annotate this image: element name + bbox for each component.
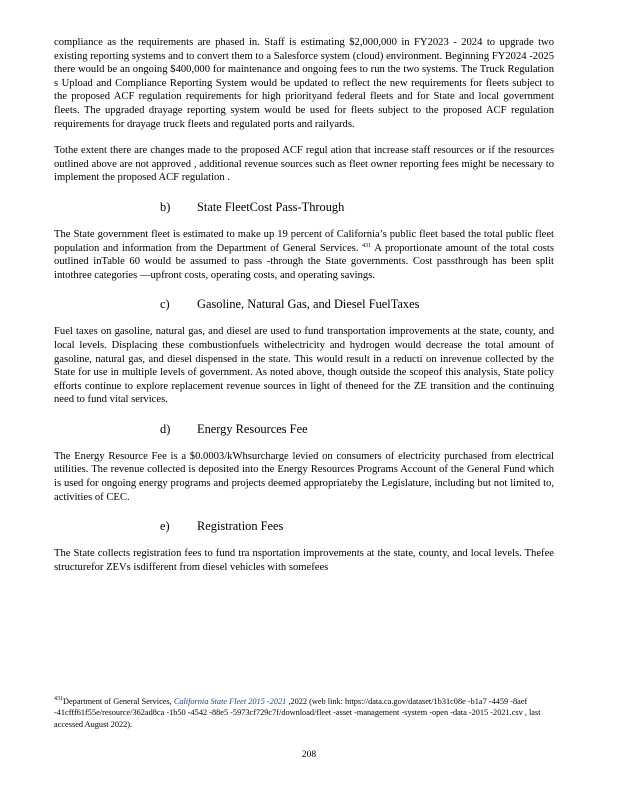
section-heading-state-fleet <box>160 199 554 215</box>
paragraph-energy-fee: The Energy Resource Fee is a $0.0003/kWhsurcharge levied on consumers of electricity purchased from electrical utilities. The revenue collected is deposited into the Energy Resources Programs Account of the General Fund which is used for ongoing energy programs and projects deemed appropriateby the Legislature, including but not limited to, activities of CEC. <box>54 450 554 503</box>
section-title: State FleetCost Pass-Through <box>197 199 345 214</box>
paragraph-text: A proportionate amount of the total costs outlined inTable 60 would be assumed to pass -through the State governments. Cost passthrough has been split intothree categories —upfront costs, operating costs, and operating savings. <box>54 242 554 281</box>
footnote-title: California State Fleet 2015 -2021 <box>173 697 287 706</box>
paragraph-state-fleet <box>54 228 554 282</box>
paragraph-text: The State government fleet is estimated to make up 19 percent of California’s public fleet based the total public fleet population and information from the Department of General Services. <box>54 228 554 254</box>
section-title: Energy Resources Fee <box>197 421 308 436</box>
page-body <box>54 36 554 574</box>
section-label: b) <box>160 199 171 214</box>
section-heading-fuel-taxes <box>160 296 554 312</box>
paragraph-additional-revenue: Tothe extent there are changes made to the proposed ACF regul ation that increase staff resources or if the resources outlined above are not approved , additional revenue sources such as fleet owner reporting fees might be necessary to implement the proposed ACF regulation . <box>54 145 554 184</box>
paragraph-fuel-taxes: Fuel taxes on gasoline, natural gas, and diesel are used to fund transportation improvements at the state, county, and local levels. Displacing these combustionfuels withelectricity and hydrogen would decrease the total amount of gasoline, natural gas, and diesel dispensed in the state. This would result in a reducti on inrevenue collected by the State for use in multiple levels of government. As noted above, though outside the scopeof this analysis, State policy efforts continue to explore replacement revenue sources in light of theneed for the ZE transition and the continuing need to fund vital services. <box>54 326 554 406</box>
section-label: e) <box>160 519 170 534</box>
paragraph-reporting-costs: compliance as the requirements are phased in. Staff is estimating $2,000,000 in FY2023 - 2024 to upgrade two existing reporting systems and to convert them to a Salesforce system (cloud) environment. Beginning FY2024 -2025 there would be an ongoing $400,000 for maintenance and ongoing fees to run the two systems. The Truck Regulation s Upload and Compliance Reporting System would be updated to reflect the new requirements for fleets subject to the proposed ACF regulation requirements for high priorityand federal fleets and for State and local government fleets. The upgraded drayage reporting system would be used for fleets subject to the proposed ACF regulation requirements for drayage truck fleets and regulated ports and railyards. <box>54 37 554 130</box>
section-label: c) <box>160 297 170 312</box>
section-title: Registration Fees <box>197 519 284 534</box>
footnote <box>54 696 554 730</box>
section-title: Gasoline, Natural Gas, and Diesel FuelTaxes <box>197 297 420 312</box>
footnote-source: Department of General Services, <box>63 697 174 706</box>
footnote-link-text[interactable]: ,2022 (web link: https://data.ca.gov/dataset/1b31c08e -b1a7 -4459 -8aef -41cfff61f55e/resource/362ad8ca -1b50 -4542 -88e5 -5973cf729c7f/download/fleet -asset -management -system -open -data -2015 -2021.csv , last accessed August 2022). <box>54 697 541 729</box>
footnote-reference[interactable]: 431 <box>362 242 372 249</box>
paragraph-registration-fees: The State collects registration fees to fund tra nsportation improvements at the state, county, and local levels. Thefee structurefor ZEVs isdifferent from diesel vehicles with somefees <box>54 548 554 573</box>
section-heading-energy-fee <box>160 421 554 437</box>
page-number: 208 <box>301 750 317 760</box>
section-label: d) <box>160 421 171 436</box>
section-heading-registration-fees <box>160 518 554 534</box>
footnote-number: 431 <box>54 696 63 702</box>
